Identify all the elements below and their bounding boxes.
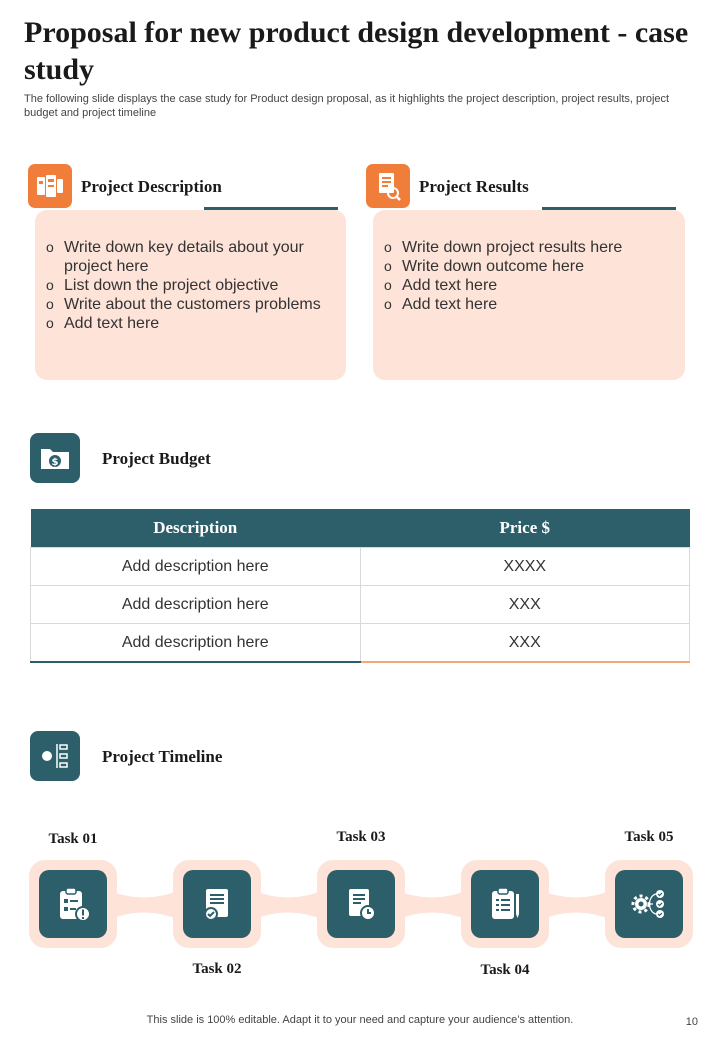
product-design-icon [28,164,72,208]
results-heading: Project Results [419,177,529,196]
column-header-description: Description [31,509,361,548]
description-heading: Project Description [81,177,222,196]
task-label: Task 01 [48,831,98,847]
table-row [31,548,690,586]
task-label: Task 04 [480,962,530,978]
document-clock-icon [327,870,395,938]
page-title: Proposal for new product design development - case study [24,16,689,86]
table-header-row [31,509,690,548]
page-subtitle: The following slide displays the case study for Product design proposal, as it highlights the project description, project results, project budget and project timeline [24,93,670,119]
list-item: o Write down key details about your project here [35,238,346,276]
results-card [373,210,685,380]
description-card [35,210,346,380]
timeline-node-task-03 [317,860,405,948]
table-cell: XXX [360,624,690,663]
table-row [31,586,690,624]
timeline-heading: Project Timeline [102,747,223,766]
document-check-icon [183,870,251,938]
list-item: o Write down project results here [373,238,685,257]
budget-heading: Project Budget [102,449,211,468]
clipboard-pen-icon [471,870,539,938]
timeline-icon [30,731,80,781]
timeline-node-task-02 [173,860,261,948]
table-cell: Add description here [31,624,361,663]
column-header-price: Price $ [360,509,690,548]
list-item: o Add text here [35,314,346,333]
task-label: Task 05 [624,829,674,845]
table-cell: XXX [360,586,690,624]
list-item: o Add text here [373,295,685,314]
svg-text:$: $ [51,457,59,468]
results-document-icon [366,164,410,208]
table-cell: Add description here [31,586,361,624]
settings-checklist-icon [615,870,683,938]
list-item: o Write down outcome here [373,257,685,276]
budget-table [30,509,690,663]
task-label: Task 03 [336,829,386,845]
footer-note: This slide is 100% editable. Adapt it to your need and capture your audience’s attention. [146,1014,574,1026]
results-list [373,238,685,314]
table-cell: Add description here [31,548,361,586]
timeline-node-task-01 [29,860,117,948]
budget-folder-icon [30,433,80,483]
clipboard-alert-icon [39,870,107,938]
list-item: o List down the project objective [35,276,346,295]
table-row [31,624,690,663]
list-item: o Add text here [373,276,685,295]
timeline-node-task-04 [461,860,549,948]
page-number: 10 [685,1016,698,1028]
timeline-node-task-05 [605,860,693,948]
task-label: Task 02 [192,961,242,977]
description-list [35,238,346,333]
table-cell: XXXX [360,548,690,586]
list-item: o Write about the customers problems [35,295,346,314]
